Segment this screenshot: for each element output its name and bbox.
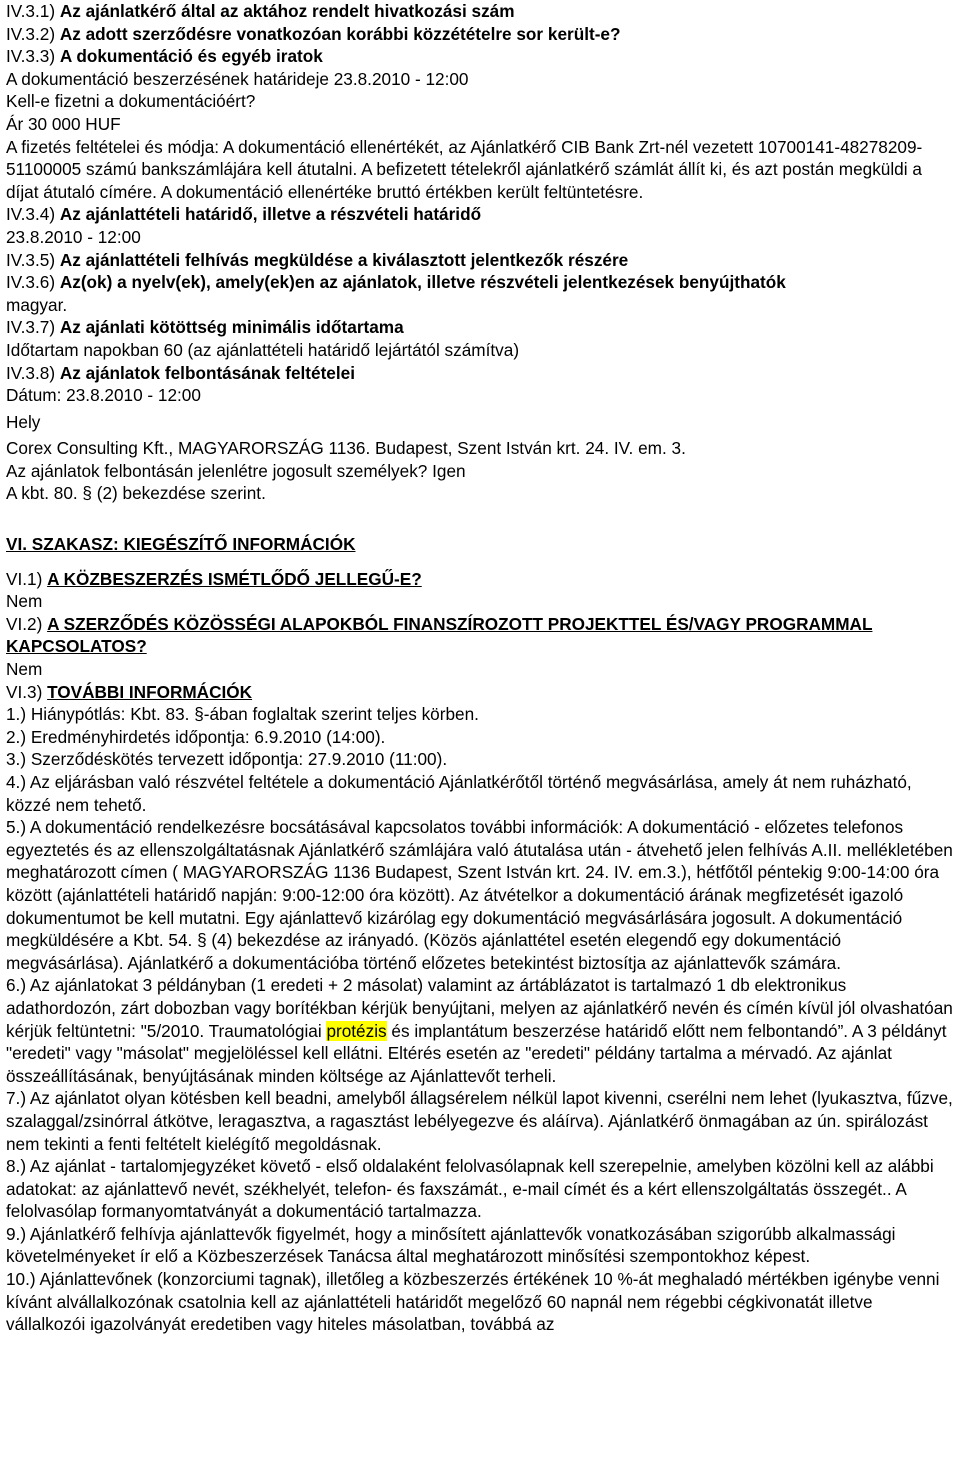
place-label: Hely [6,411,41,432]
item-number: IV.3.3) [6,46,60,67]
info-item-1: 1.) Hiánypótlás: Kbt. 83. §-ában foglaltak szerint teljes körben. [6,704,479,725]
language: magyar. [6,294,68,315]
section-iv-3-4 [6,203,954,226]
info-item-5: 5.) A dokumentáció rendelkezésre bocsátásával kapcsolatos további információk: A dokumentáció - előzetes telefonos egyeztetés és az ellenszolgáltatásnak Ajánlatkérő számlájára való átutalása után - átvehető jelen felhívás A.II. mellékletében meghatározott címen ( MAGYARORSZÁG 1136 Budapest, Szent István krt. 24. IV. em.3.), hétfőtől péntekig 9:00-14:00 óra között (ajánlattételi határidő napján: 9:00-12:00 óra között). Az átvételkor a dokumentáció árának megfizetését igazoló dokumentumot be kell mutatni. Egy ajánlattevő kizárólag egy dokumentáció megvásárlására jogosult. A dokumentáció megküldésére a Kbt. 54. § (4) bekezdése az irányadó. (Közös ajánlattétel esetén elegendő egy dokumentáció megvásárlása). Ajánlatkérő a dokumentációba történő előzetes betekintést biztosítja az ajánlattevők számára. [6,817,953,973]
info-item-2: 2.) Eredményhirdetés időpontja: 6.9.2010 (14:00). [6,726,386,747]
info-item-4: 4.) Az eljárásban való részvétel feltétele a dokumentáció Ajánlatkérőtől történő megvásárlása, amely át nem ruházható, közzé nem tehető. [6,772,912,815]
section-iv-3-5 [6,249,954,272]
item-number: IV.3.8) [6,362,60,383]
section-iv-3-6 [6,271,954,294]
spacer [6,556,954,568]
item-title: TOVÁBBI INFORMÁCIÓK [47,681,253,702]
price: Ár 30 000 HUF [6,113,121,134]
item-title: Az ajánlati kötöttség minimális időtartama [59,317,404,338]
info-text: 6.) Az ajánlatokat 3 példányban (1 eredeti + 2 másolat) valamint az ártáblázatot is tartalmazó 1 db elektronikus adathordozón, zárt dobozban vagy borítékban kérjük benyújtani, melyen az ajánlatkérő nevén és címén kívül jól olvashatóan kérjük feltüntetni: "5/2010. Traumatológiai [6,975,953,1041]
item-title: Az adott szerződésre vonatkozóan korábbi közzétételre sor került-e? [59,23,621,44]
tender-deadline: 23.8.2010 - 12:00 [6,226,141,247]
info-item-6 [6,974,954,1087]
section-vi-1 [6,568,954,591]
item-title: A KÖZBESZERZÉS ISMÉTLŐDŐ JELLEGŰ-E? [47,568,422,589]
section-vi-2 [6,613,954,658]
validity-period: Időtartam napokban 60 (az ajánlattételi határidő lejártától számítva) [6,339,520,360]
item-number: IV.3.6) [6,272,60,293]
item-number: IV.3.4) [6,204,60,225]
info-item-9: 9.) Ajánlatkérő felhívja ajánlattevők figyelmét, hogy a minősített ajánlattevők vonatkozásában szigorúbb alkalmassági követelményeket ír elő a Közbeszerzések Tanácsa által meghatározott minősítési szempontokhoz képest. [6,1223,896,1267]
item-number: IV.3.1) [6,1,60,21]
attendance-question: Az ajánlatok felbontásán jelenlétre jogosult személyek? Igen [6,460,466,481]
item-title: A dokumentáció és egyéb iratok [59,46,323,67]
payment-terms: A fizetés feltételei és módja: A dokumentáció ellenértékét, az Ajánlatkérő CIB Bank Zrt-nél vezetett 10700141-48278209-51100005 számú bankszámlájára kell átutalni. A befizetett tételekről ajánlatkérő számlát állít ki, és azt postán megküldi a díjat átutaló címére. A dokumentáció ellenértéke bruttó értékben került feltüntetésre. [6,136,923,202]
section-heading: VI. SZAKASZ: KIEGÉSZÍTŐ INFORMÁCIÓK [6,534,356,555]
answer-vi-1: Nem [6,591,43,612]
info-item-3: 3.) Szerződéskötés tervezett időpontja: 27.9.2010 (11:00). [6,749,448,770]
opening-date: Dátum: 23.8.2010 - 12:00 [6,385,201,406]
item-title: Az(ok) a nyelv(ek), amely(ek)en az ajánlatok, illetve részvételi jelentkezések benyújthatók [59,272,786,293]
info-item-10: 10.) Ajánlattevőnek (konzorciumi tagnak), illetőleg a közbeszerzés értékének 10 %-át meghaladó mértékben igénybe venni kívánt alvállalkozónak csatolnia kell az ajánlattételi határidőt megelőző 60 napnál nem régebbi cégkivonatát illetve vállalkozói igazolványát eredetiben vagy hiteles másolatban, továbbá az [6,1269,940,1335]
opening-address: Corex Consulting Kft., MAGYARORSZÁG 1136. Budapest, Szent István krt. 24. IV. em. 3. [6,438,686,459]
highlighted-word: protézis [326,1020,387,1041]
spacer [6,505,954,533]
item-number: IV.3.5) [6,249,60,270]
item-title: Az ajánlatkérő által az aktához rendelt hivatkozási szám [59,1,515,21]
section-iv-3-8 [6,362,954,385]
item-number: VI.1) [6,568,48,589]
item-title: Az ajánlattételi felhívás megküldése a kiválasztott jelentkezők részére [59,249,629,270]
payment-question: Kell-e fizetni a dokumentációért? [6,91,256,112]
section-vi-3 [6,681,954,704]
section-iv-3-3 [6,45,954,68]
info-item-8: 8.) Az ajánlat - tartalomjegyzéket követő - első oldalaként felolvasólapnak kell szerepelnie, amelyben közölni kell az alábbi adatokat: az ajánlattevő nevét, székhelyét, telefon- és faxszámát., e-mail címét és a kért ellenszolgáltatás összegét.. A felolvasólap formanyomtatványát a dokumentáció tartalmazza. [6,1156,934,1222]
item-number: IV.3.2) [6,23,60,44]
item-number: VI.2) [6,613,48,634]
info-item-7: 7.) Az ajánlatot olyan kötésben kell beadni, amelyből állagsérelem nélkül lapot kivenni, cserélni nem lehet (lyukasztva, fűzve, szalaggal/zsinórral átkötve, leragasztva, a ragasztást lebélyegezve és aláírva). Ajánlatkérő önmagában az ún. spirálozást nem tekinti a fenti feltételt kielégítő megoldásnak. [6,1088,953,1154]
item-number: IV.3.7) [6,317,60,338]
section-iv-3-2 [6,23,954,46]
section-iv-3-1 [6,0,954,23]
answer-vi-2: Nem [6,659,43,680]
legal-reference: A kbt. 80. § (2) bekezdése szerint. [6,483,266,504]
section-iv-3-7 [6,316,954,339]
item-title: Az ajánlatok felbontásának feltételei [59,362,355,383]
info-text: és implantátum beszerzése határidő előtt nem felbontandó”. A 3 példányt "eredeti" vagy "másolat" megjelöléssel kell ellátni. Eltérés esetén az "eredeti" példány tartalma a mérvadó. Az ajánlat összeállításának, benyújtásának minden költsége az Ajánlattevőt terheli. [6,1020,947,1086]
item-number: VI.3) [6,681,48,702]
documentation-deadline: A dokumentáció beszerzésének határideje 23.8.2010 - 12:00 [6,68,469,89]
item-title: Az ajánlattételi határidő, illetve a részvételi határidő [59,204,482,225]
item-title: A SZERZŐDÉS KÖZÖSSÉGI ALAPOKBÓL FINANSZÍROZOTT PROJEKTTEL ÉS/VAGY PROGRAMMAL KAPCSOLATOS? [6,613,873,657]
